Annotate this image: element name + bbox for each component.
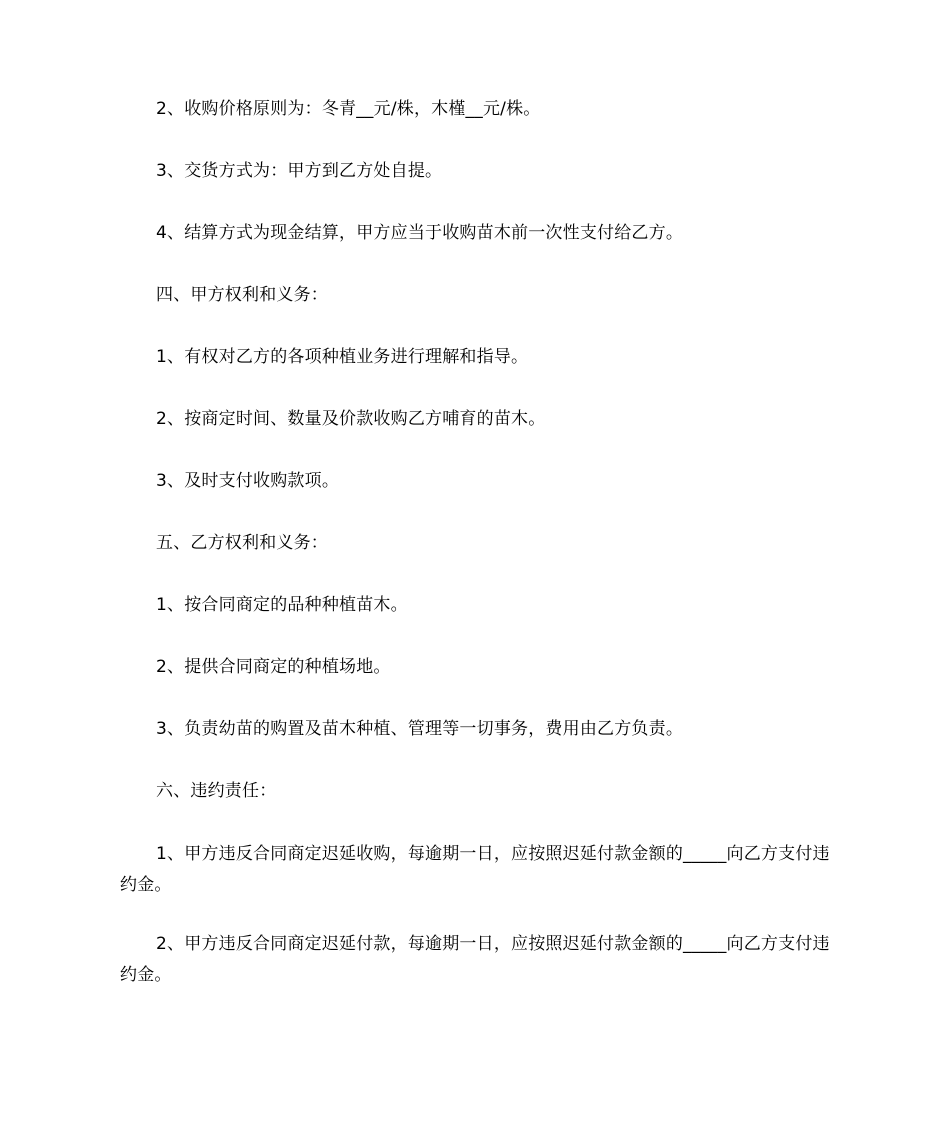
breach-clause-2: 2、甲方违反合同商定迟延付款，每逾期一日，应按照迟延付款金额的_____向乙方支付违约金。 (120, 934, 830, 985)
party-b-clause-2: 2、提供合同商定的种植场地。 (156, 657, 391, 677)
party-a-clause-2: 2、按商定时间、数量及价款收购乙方哺育的苗木。 (156, 409, 546, 429)
party-b-clause-3: 3、负责幼苗的购置及苗木种植、管理等一切事务，费用由乙方负责。 (156, 719, 684, 739)
delivery-method-clause: 3、交货方式为：甲方到乙方处自提。 (156, 161, 443, 181)
party-b-clause-1: 1、按合同商定的品种种植苗木。 (156, 595, 408, 615)
party-a-rights-heading: 四、甲方权利和义务： (156, 285, 328, 305)
party-a-clause-1: 1、有权对乙方的各项种植业务进行理解和指导。 (156, 347, 529, 367)
party-b-rights-heading: 五、乙方权利和义务： (156, 533, 328, 553)
price-principle-clause: 2、收购价格原则为：冬青__元/株，木槿__元/株。 (156, 99, 541, 119)
breach-liability-heading: 六、违约责任： (156, 781, 277, 801)
party-a-clause-3: 3、及时支付收购款项。 (156, 471, 340, 491)
breach-clause-1: 1、甲方违反合同商定迟延收购，每逾期一日，应按照迟延付款金额的_____向乙方支付违约金。 (120, 844, 830, 895)
settlement-method-clause: 4、结算方式为现金结算，甲方应当于收购苗木前一次性支付给乙方。 (156, 223, 684, 243)
